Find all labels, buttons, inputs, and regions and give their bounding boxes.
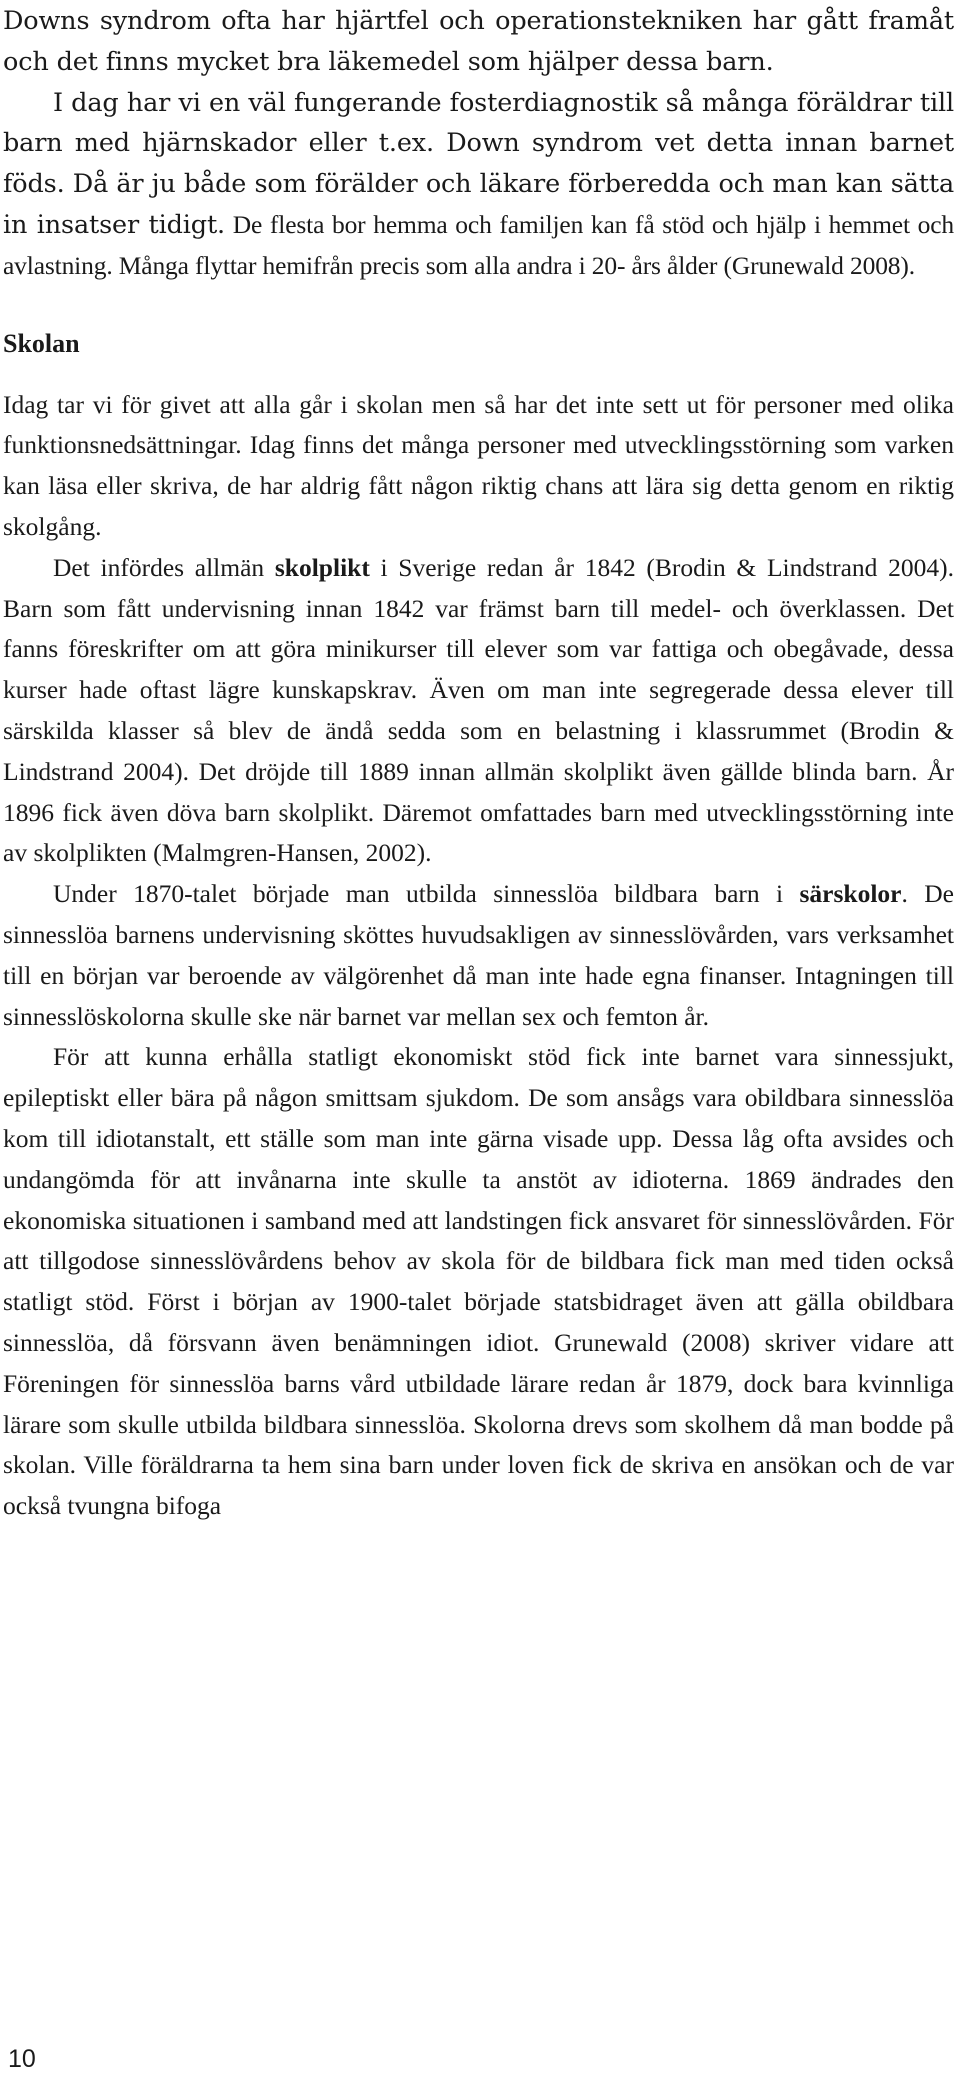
page-number: 10 bbox=[8, 2045, 36, 2073]
intro-paragraph-2-part-b: De flesta bor hemma och familjen kan få stöd och hjälp i hemmet och avlastning. Många flyttar hemifrån precis som alla andra i 20- års ålder (Grunewald 2008). bbox=[3, 209, 955, 280]
skolan-paragraph-3-post: . De sinnesslöa barnens undervisning sköttes huvudsakligen av sinnesslövården, vars verksamhet till en början var beroende av välgörenhet då man inte hade egna finanser. Intagningen till sinnesslöskolorna skulle ske när barnet var mellan sex och femton år. bbox=[3, 879, 954, 1031]
term-skolplikt: skolplikt bbox=[274, 552, 370, 582]
skolan-paragraph-2-pre: Det infördes allmän bbox=[53, 552, 275, 582]
intro-paragraph-1: Downs syndrom ofta har hjärtfel och operationstekniken har gått framåt och det finns mycket bra läkemedel som hjälper dessa barn. bbox=[3, 6, 954, 77]
intro-paragraph-2 bbox=[3, 83, 954, 287]
skolan-paragraph-1: Idag tar vi för givet att alla går i skolan men så har det inte sett ut för personer med olika funktionsnedsättningar. Idag finns det många personer med utvecklingsstörning som varken kan läsa eller skriva, de har aldrig fått någon riktig chans att lära sig detta genom en riktig skolgång. bbox=[3, 389, 954, 541]
skolan-paragraph-2 bbox=[3, 548, 954, 874]
skolan-paragraph-3 bbox=[3, 874, 954, 1037]
intro-paragraph-2-part-a: I dag har vi en väl fungerande fosterdiagnostik så många föräldrar till barn med hjärnskador eller t.ex. Down syndrom vet detta innan barnet föds. Då är ju både som förälder och läkare förberedda och man kan sätta in insatser tidigt. bbox=[3, 87, 954, 240]
skolan-paragraph-3-pre: Under 1870-talet började man utbilda sinnesslöa bildbara barn i bbox=[53, 879, 800, 909]
section-heading-skolan: Skolan bbox=[3, 328, 80, 358]
skolan-paragraph-4: För att kunna erhålla statligt ekonomiskt stöd fick inte barnet vara sinnessjukt, epileptiskt eller bära på någon smittsam sjukdom. De som ansågs vara obildbara sinnesslöa kom till idiotanstalt, ett ställe som man inte gärna visade upp. Dessa låg ofta avsides och undangömda för att invånarna inte skulle ta anstöt av idioterna. 1869 ändrades den ekonomiska situationen i samband med att landstingen fick ansvaret för sinnesslövården. För att tillgodose sinnesslövårdens behov av skola för de bildbara fick man med tiden också statligt stöd. Först i början av 1900-talet började statsbidraget även att gälla obildbara sinnesslöa, då försvann även benämningen idiot. Grunewald (2008) skriver vidare att Föreningen för sinnesslöa barns vård utbildade lärare redan år 1879, dock bara kvinnliga lärare som skulle utbilda bildbara sinnesslöa. Skolorna drevs som skolhem då man bodde på skolan. Ville föräldrarna ta hem sina barn under loven fick de skriva en ansökan och de var också tvungna bifoga bbox=[3, 1042, 954, 1521]
document-page bbox=[3, 0, 954, 1527]
term-sarskolor: särskolor bbox=[799, 879, 902, 909]
skolan-paragraph-2-post: i Sverige redan år 1842 (Brodin & Lindstrand 2004). Barn som fått undervisning innan 1842 var främst barn till medel- och överklassen. Det fanns föreskrifter om att göra minikurser till elever som var fattiga och obegåvade, dessa kurser hade oftast lägre kunskapskrav. Även om man inte segregerade dessa elever till särskilda klasser så blev de ändå sedda som en belastning i klassrummet (Brodin & Lindstrand 2004). Det dröjde till 1889 innan allmän skolplikt även gällde blinda barn. År 1896 fick även döva barn skolplikt. Däremot omfattades barn med utvecklingsstörning inte av skolplikten (Malmgren-Hansen, 2002). bbox=[3, 552, 954, 868]
